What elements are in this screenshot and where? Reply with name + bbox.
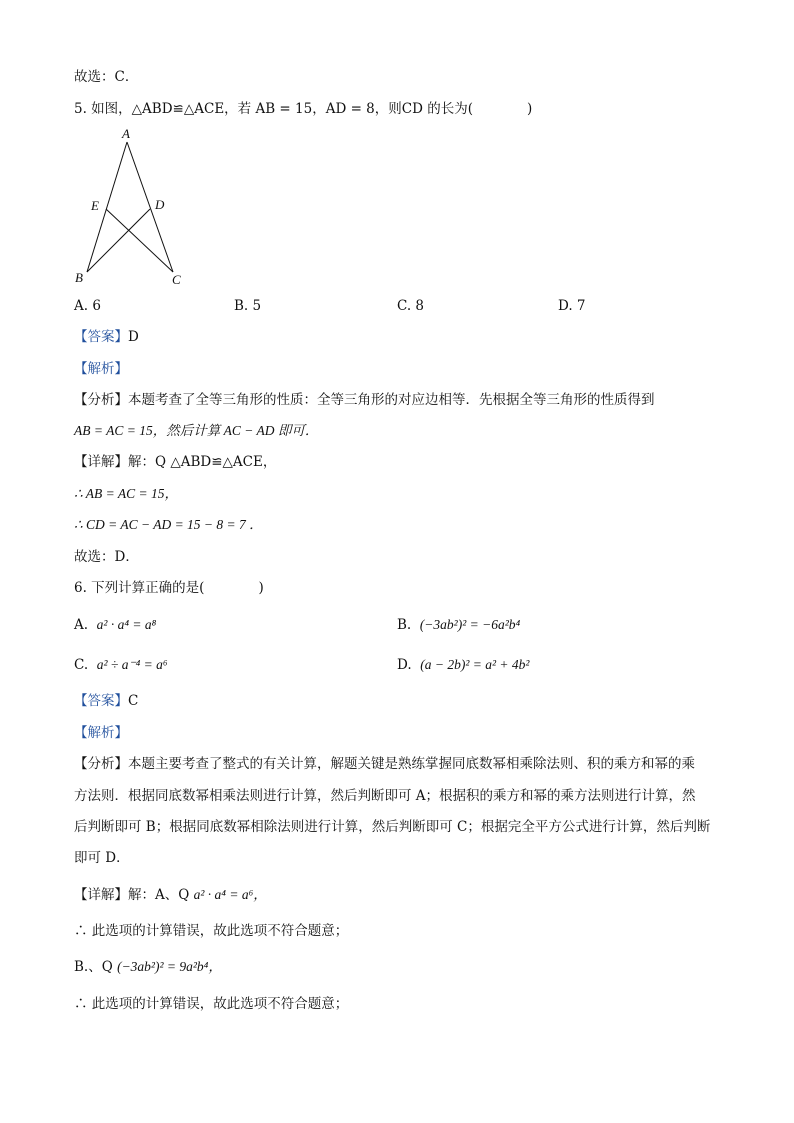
xiangjie-text: 解：A、Q [128, 887, 194, 903]
q6-option-c-expr: a² ÷ a⁻⁴ = a⁶ [96, 657, 168, 672]
xiangjie-expr: (−3ab²)² = 9a²b⁴， [117, 959, 222, 974]
point-label-c: C [172, 272, 181, 287]
answer-6 [74, 692, 138, 710]
fenxi-text: 本题考查了全等三角形的性质：全等三角形的对应边相等．先根据全等三角形的性质得到 [128, 392, 655, 408]
answer-value: C [128, 693, 139, 709]
xiangjie-expr: a² · a⁴ = a⁶， [193, 887, 267, 902]
fenxi-5-line1 [74, 391, 655, 409]
option-a: A. 6 [74, 298, 101, 314]
xiangjie-label: 【详解】 [74, 454, 128, 470]
q6-option-a-expr: a² · a⁴ = a⁸ [96, 617, 157, 632]
xiangjie-6-line4: ∴ 此选项的计算错误，故此选项不符合题意； [74, 996, 349, 1012]
fenxi-6-line3: 后判断即可 B；根据同底数幂相除法则进行计算，然后判断即可 C；根据完全平方公式进行计算，然后判断 [74, 819, 711, 835]
q6-option-d-label: D. [397, 657, 412, 673]
xiangjie-text: B.、Q [74, 959, 118, 975]
point-label-a: A [122, 126, 130, 141]
fenxi-text: 本题主要考查了整式的有关计算，解题关键是熟练掌握同底数幂相乘除法则、积的乘方和幂的乘 [128, 756, 695, 772]
jiexi-6: 【解析】 [74, 725, 128, 741]
option-d: D. 7 [558, 298, 586, 314]
xiangjie-text: 解：Q △ABD≌△ACE， [128, 454, 277, 470]
line-gx-c: 故选：C． [74, 69, 139, 85]
fenxi-label: 【分析】 [74, 392, 128, 408]
q6-option-b-label: B. [397, 617, 412, 633]
point-label-e: E [91, 198, 99, 213]
xiangjie-6-line1 [74, 886, 267, 904]
answer-value: D [128, 329, 139, 345]
fenxi-6-line4: 即可 D． [74, 850, 130, 866]
q6-option-a [74, 616, 156, 634]
xiangjie-5-line3: ∴ CD = AC − AD = 15 − 8 = 7 ． [74, 517, 263, 532]
xiangjie-label: 【详解】 [74, 887, 128, 903]
option-b: B. 5 [234, 298, 262, 314]
jiexi-5: 【解析】 [74, 361, 128, 377]
q6-option-d [397, 656, 529, 674]
point-label-d: D [155, 197, 165, 212]
xiangjie-5-line2: ∴ AB = AC = 15， [74, 486, 178, 501]
answer-5 [74, 328, 139, 346]
triangle-figure [70, 124, 200, 292]
xiangjie-6-line2: ∴ 此选项的计算错误，故此选项不符合题意； [74, 923, 349, 939]
q6-option-b [397, 616, 520, 634]
answer-label: 【答案】 [74, 329, 128, 345]
fenxi-label: 【分析】 [74, 756, 128, 772]
option-c: C. 8 [397, 298, 425, 314]
q6-option-c [74, 656, 168, 674]
q6-option-b-expr: (−3ab²)² = −6a²b⁴ [419, 617, 521, 632]
q6-option-d-expr: (a − 2b)² = a² + 4b² [420, 657, 530, 672]
fenxi-6-line1 [74, 755, 695, 773]
question-5-stem: 5. 如图，△ABD≌△ACE，若 AB = 15，AD = 8，则CD 的长为( ) [74, 101, 533, 117]
fenxi-5-line2: AB = AC = 15，然后计算 AC − AD 即可． [74, 423, 319, 438]
fenxi-6-line2: 方法则．根据同底数幂相乘法则进行计算，然后判断即可 A；根据积的乘方和幂的乘方法则进行计算，然 [74, 788, 696, 804]
question-6-stem: 6. 下列计算正确的是( ) [74, 580, 264, 596]
answer-label: 【答案】 [74, 693, 128, 709]
q6-option-c-label: C. [74, 657, 89, 673]
line-gx-d: 故选：D． [74, 549, 139, 565]
xiangjie-5-line1 [74, 453, 276, 471]
q6-option-a-label: A. [74, 617, 89, 633]
xiangjie-6-line3 [74, 958, 222, 976]
point-label-b: B [75, 270, 83, 285]
